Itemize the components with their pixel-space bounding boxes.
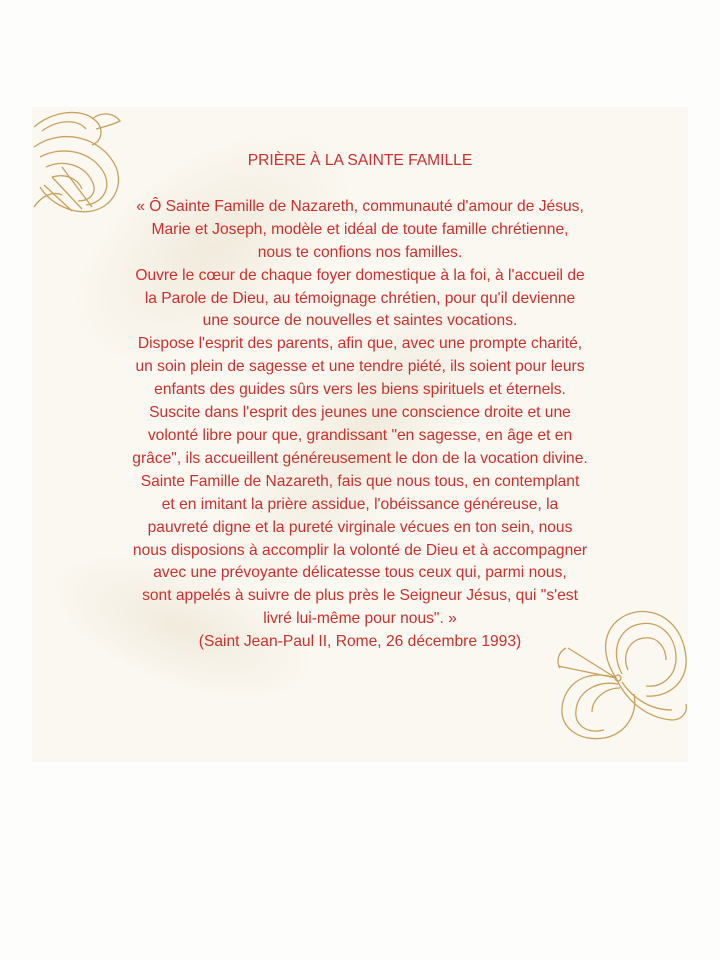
prayer-line: la Parole de Dieu, au témoignage chrétien, pour qu'il devienne bbox=[144, 289, 576, 307]
prayer-line: Sainte Famille de Nazareth, fais que nous tous, en contemplant bbox=[140, 472, 580, 490]
prayer-line: grâce", ils accueillent généreusement le don de la vocation divine. bbox=[132, 449, 588, 467]
prayer-line: volonté libre pour que, grandissant "en sagesse, en âge et en bbox=[147, 426, 573, 444]
prayer-line: Ouvre le cœur de chaque foyer domestique à la foi, à l'accueil de bbox=[135, 266, 585, 284]
prayer-line: livré lui-même pour nous". » bbox=[263, 610, 457, 628]
prayer-line: avec une prévoyante délicatesse tous ceux qui, parmi nous, bbox=[153, 564, 567, 582]
prayer-line: sont appelés à suivre de plus près le Seigneur Jésus, qui "s'est bbox=[142, 587, 578, 605]
prayer-line: un soin plein de sagesse et une tendre piété, ils soient pour leurs bbox=[135, 358, 585, 376]
prayer-line: nous disposions à accomplir la volonté de Dieu et à accompagner bbox=[132, 541, 588, 559]
prayer-line: nous te confions nos familles. bbox=[257, 243, 463, 261]
prayer-content bbox=[90, 150, 630, 654]
prayer-attribution: (Saint Jean-Paul II, Rome, 26 décembre 1993) bbox=[198, 633, 522, 651]
prayer-line: Dispose l'esprit des parents, afin que, avec une prompte charité, bbox=[137, 335, 583, 353]
prayer-line: « Ô Sainte Famille de Nazareth, communauté d'amour de Jésus, bbox=[136, 197, 584, 215]
prayer-line: Marie et Joseph, modèle et idéal de toute famille chrétienne, bbox=[151, 220, 569, 238]
prayer-line: enfants des guides sûrs vers les biens spirituels et éternels. bbox=[154, 381, 566, 399]
prayer-title: PRIÈRE À LA SAINTE FAMILLE bbox=[247, 152, 473, 169]
prayer-line: pauvreté digne et la pureté virginale vécues en ton sein, nous bbox=[147, 518, 573, 536]
prayer-text bbox=[90, 196, 630, 631]
prayer-line: et en imitant la prière assidue, l'obéissance généreuse, la bbox=[161, 495, 559, 513]
prayer-line: Suscite dans l'esprit des jeunes une conscience droite et une bbox=[149, 404, 571, 422]
prayer-line: une source de nouvelles et saintes vocations. bbox=[202, 312, 518, 330]
